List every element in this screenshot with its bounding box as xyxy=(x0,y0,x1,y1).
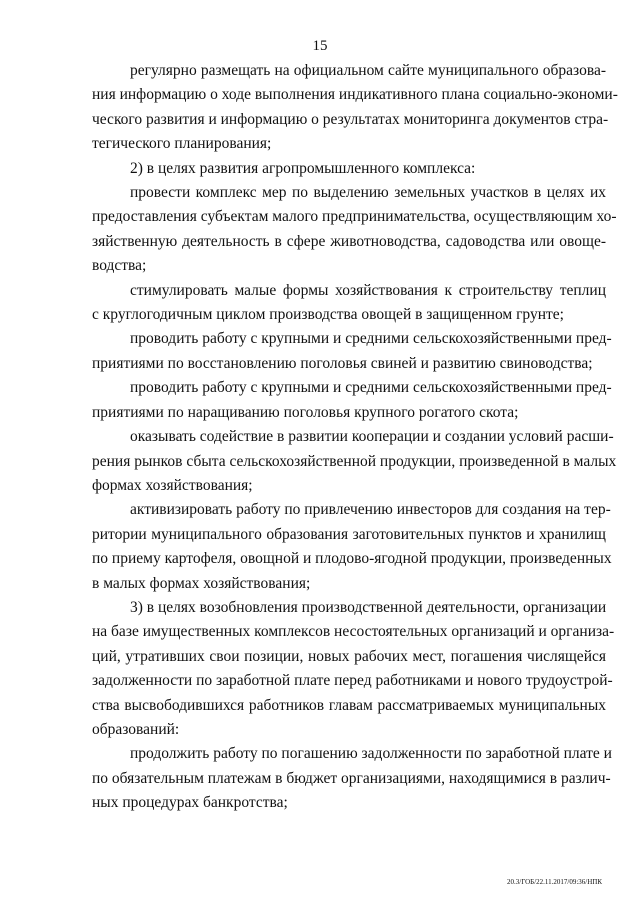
paragraph-line: на базе имущественных комплексов несостоятельных организаций и организа- xyxy=(92,623,615,641)
paragraph-line: зяйственную деятельность в сфере животноводства, садоводства или овоще- xyxy=(92,232,606,250)
paragraph-line: рения рынков сбыта сельскохозяйственной продукции, произведенной в малых xyxy=(92,452,617,470)
paragraph-line: по обязательным платежам в бюджет организациями, находящимися в различ- xyxy=(92,769,611,787)
paragraph xyxy=(92,327,612,376)
paragraph-line: ния информацию о ходе выполнения индикативного плана социально-экономи- xyxy=(92,86,618,104)
paragraph-line: ческого развития и информацию о результатах мониторинга документов стра- xyxy=(92,110,609,128)
paragraph-line: задолженности по заработной плате перед работниками и нового трудоустрой- xyxy=(92,672,613,690)
paragraph-line: ства высвободившихся работников главам рассматриваемых муниципальных xyxy=(92,696,606,714)
paragraph-line: в малых формах хозяйствования; xyxy=(92,574,311,592)
paragraph-line: образований: xyxy=(92,720,180,738)
paragraph-line: проводить работу с крупными и средними сельскохозяйственными пред- xyxy=(130,379,612,397)
paragraph-line: 2) в целях развития агропромышленного комплекса: xyxy=(130,159,476,177)
paragraph-line: 3) в целях возобновления производственной деятельности, организации xyxy=(130,598,607,616)
paragraph-line: с круглогодичным циклом производства овощей в защищенном грунте; xyxy=(92,306,564,324)
paragraph-line: предоставления субъектам малого предпринимательства, осуществляющим хо- xyxy=(92,208,617,226)
paragraph-line: провести комплекс мер по выделению земельных участков в целях их xyxy=(130,184,606,202)
paragraph xyxy=(92,376,612,425)
paragraph xyxy=(92,59,618,157)
paragraph-line: по приему картофеля, овощной и плодово-ягодной продукции, произведенных xyxy=(92,550,612,568)
paragraph-line: продолжить работу по погашению задолженности по заработной плате и xyxy=(130,745,612,763)
paragraph xyxy=(92,498,612,596)
paragraph xyxy=(92,425,617,498)
paragraph xyxy=(92,742,612,815)
paragraph-line: оказывать содействие в развитии кооперации и создании условий расши- xyxy=(130,428,614,446)
page-number: 15 xyxy=(312,38,328,54)
paragraph-line: формах хозяйствования; xyxy=(92,476,253,494)
paragraph xyxy=(92,279,606,328)
paragraph-line: приятиями по восстановлению поголовья свиней и развитию свиноводства; xyxy=(92,354,593,372)
paragraph-line: стимулировать малые формы хозяйствования к строительству теплиц xyxy=(130,281,606,299)
paragraph-line: ций, утративших свои позиции, новых рабочих мест, погашения числящейся xyxy=(92,647,606,665)
paragraph-line: проводить работу с крупными и средними сельскохозяйственными пред- xyxy=(130,330,612,348)
paragraph xyxy=(92,596,615,742)
paragraph xyxy=(92,157,606,181)
document-body xyxy=(92,59,618,816)
paragraph-line: водства; xyxy=(92,257,147,275)
paragraph-line: ритории муниципального образования заготовительных пунктов и хранилищ xyxy=(92,525,606,543)
paragraph-line: активизировать работу по привлечению инвесторов для создания на тер- xyxy=(130,501,611,519)
document-footer-code: 20.3/ГОБ/22.11.2017/09:36/НПК xyxy=(507,878,602,886)
paragraph-line: тегического планирования; xyxy=(92,135,272,153)
paragraph xyxy=(92,181,617,279)
paragraph-line: ных процедурах банкротства; xyxy=(92,794,288,812)
paragraph-line: приятиями по наращиванию поголовья крупного рогатого скота; xyxy=(92,403,519,421)
paragraph-line: регулярно размещать на официальном сайте муниципального образова- xyxy=(130,62,606,79)
